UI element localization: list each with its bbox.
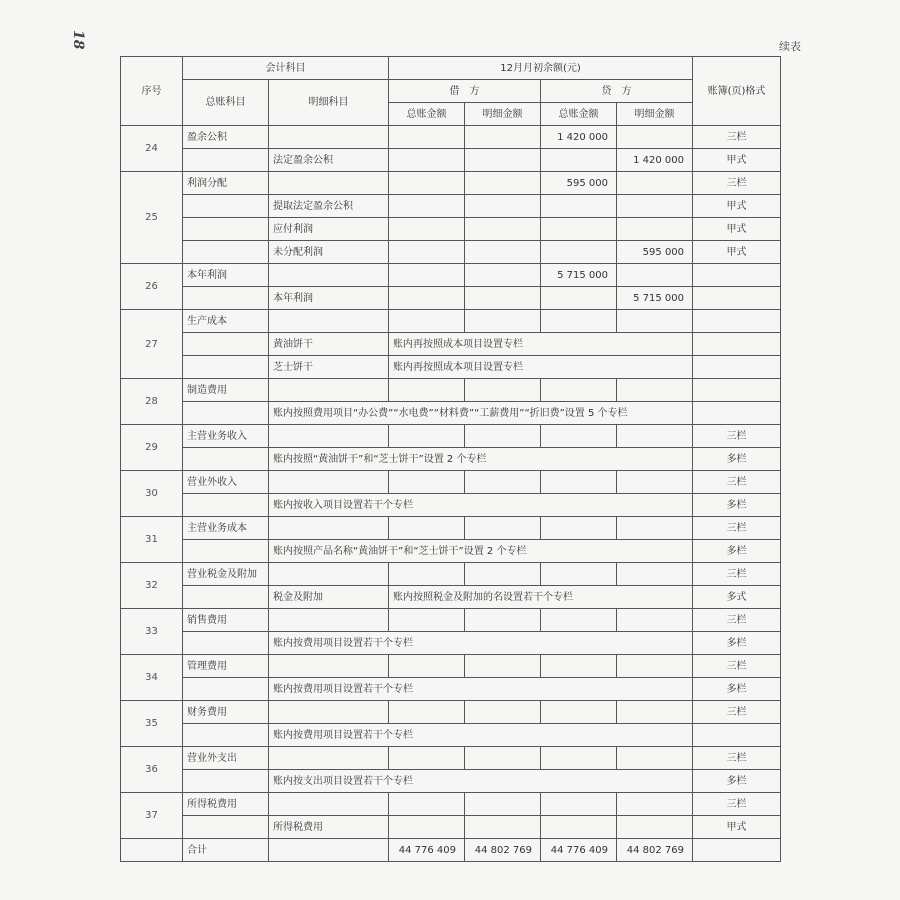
- detail-account-cell: 本年利润: [269, 287, 389, 310]
- general-account-cell: [183, 494, 269, 517]
- debit-general-cell: [389, 126, 465, 149]
- table-row: [121, 586, 781, 609]
- credit-general-cell: 5 715 000: [541, 264, 617, 287]
- detail-account-cell: 提取法定盈余公积: [269, 195, 389, 218]
- debit-detail-cell: [465, 149, 541, 172]
- row-note: 账内再按照成本项目设置专栏: [389, 333, 693, 356]
- credit-detail-cell: [617, 793, 693, 816]
- format-cell: 三栏: [693, 655, 781, 678]
- row-serial: 27: [121, 310, 183, 379]
- debit-detail-cell: [465, 609, 541, 632]
- credit-general-cell: [541, 425, 617, 448]
- credit-general-cell: [541, 218, 617, 241]
- ledger-table: [120, 56, 781, 862]
- general-account-cell: 利润分配: [183, 172, 269, 195]
- table-row: [121, 724, 781, 747]
- debit-general-cell: [389, 517, 465, 540]
- debit-detail-cell: [465, 287, 541, 310]
- header-general-account: 总账科目: [183, 80, 269, 126]
- header-credit: 贷 方: [541, 80, 693, 103]
- debit-detail-cell: [465, 793, 541, 816]
- debit-detail-cell: [465, 747, 541, 770]
- total-credit-detail: 44 802 769: [617, 839, 693, 862]
- general-account-cell: [183, 218, 269, 241]
- detail-account-cell: [269, 126, 389, 149]
- general-account-cell: [183, 540, 269, 563]
- credit-general-cell: [541, 471, 617, 494]
- general-account-cell: [183, 195, 269, 218]
- total-debit-detail: 44 802 769: [465, 839, 541, 862]
- general-account-cell: [183, 448, 269, 471]
- debit-general-cell: [389, 379, 465, 402]
- debit-general-cell: [389, 264, 465, 287]
- table-row: [121, 333, 781, 356]
- format-cell: 三栏: [693, 126, 781, 149]
- row-serial: 35: [121, 701, 183, 747]
- debit-general-cell: [389, 310, 465, 333]
- general-account-cell: 财务费用: [183, 701, 269, 724]
- format-cell: 多栏: [693, 540, 781, 563]
- general-account-cell: 营业税金及附加: [183, 563, 269, 586]
- general-account-cell: [183, 356, 269, 379]
- total-label: 合计: [183, 839, 269, 862]
- general-account-cell: 主营业务收入: [183, 425, 269, 448]
- table-footer: [121, 839, 781, 862]
- header-debit-detail-amount: 明细金额: [465, 103, 541, 126]
- row-serial: 32: [121, 563, 183, 609]
- general-account-cell: [183, 402, 269, 425]
- detail-account-cell: 法定盈余公积: [269, 149, 389, 172]
- row-serial: 24: [121, 126, 183, 172]
- detail-account-cell: [269, 379, 389, 402]
- row-serial: 25: [121, 172, 183, 264]
- format-cell: [693, 310, 781, 333]
- header-detail-account: 明细科目: [269, 80, 389, 126]
- debit-detail-cell: [465, 126, 541, 149]
- credit-general-cell: [541, 310, 617, 333]
- credit-detail-cell: 595 000: [617, 241, 693, 264]
- format-cell: 多栏: [693, 448, 781, 471]
- row-note: 账内按费用项目设置若干个专栏: [269, 632, 693, 655]
- general-account-cell: 本年利润: [183, 264, 269, 287]
- table-row: [121, 241, 781, 264]
- credit-detail-cell: [617, 218, 693, 241]
- general-account-cell: [183, 586, 269, 609]
- general-account-cell: 销售费用: [183, 609, 269, 632]
- debit-detail-cell: [465, 379, 541, 402]
- credit-general-cell: [541, 517, 617, 540]
- credit-general-cell: [541, 655, 617, 678]
- detail-account-cell: [269, 471, 389, 494]
- table-row: [121, 402, 781, 425]
- format-cell: 三栏: [693, 425, 781, 448]
- detail-account-cell: [269, 310, 389, 333]
- table-row: [121, 793, 781, 816]
- debit-detail-cell: [465, 471, 541, 494]
- credit-general-cell: [541, 701, 617, 724]
- credit-detail-cell: [617, 747, 693, 770]
- table-row: [121, 379, 781, 402]
- header-account-subject: 会计科目: [183, 57, 389, 80]
- credit-detail-cell: [617, 195, 693, 218]
- detail-account-cell: 税金及附加: [269, 586, 389, 609]
- debit-detail-cell: [465, 241, 541, 264]
- row-note: 账内按支出项目设置若干个专栏: [269, 770, 693, 793]
- table-row: [121, 356, 781, 379]
- row-note: 账内按费用项目设置若干个专栏: [269, 678, 693, 701]
- debit-general-cell: [389, 149, 465, 172]
- format-cell: [693, 724, 781, 747]
- detail-account-cell: [269, 172, 389, 195]
- row-serial: 31: [121, 517, 183, 563]
- debit-detail-cell: [465, 195, 541, 218]
- detail-account-cell: 芝士饼干: [269, 356, 389, 379]
- detail-account-cell: [269, 563, 389, 586]
- detail-account-cell: [269, 747, 389, 770]
- general-account-cell: [183, 770, 269, 793]
- table-row: [121, 264, 781, 287]
- credit-general-cell: [541, 747, 617, 770]
- total-credit-general: 44 776 409: [541, 839, 617, 862]
- debit-general-cell: [389, 425, 465, 448]
- row-note: 账内再按照成本项目设置专栏: [389, 356, 693, 379]
- general-account-cell: [183, 333, 269, 356]
- table-row: [121, 609, 781, 632]
- debit-general-cell: [389, 471, 465, 494]
- detail-account-cell: [269, 517, 389, 540]
- table-row: [121, 655, 781, 678]
- general-account-cell: 管理费用: [183, 655, 269, 678]
- credit-detail-cell: [617, 563, 693, 586]
- table-row: [121, 172, 781, 195]
- page-number: 18: [70, 30, 86, 50]
- credit-detail-cell: 5 715 000: [617, 287, 693, 310]
- general-account-cell: [183, 632, 269, 655]
- credit-general-cell: 1 420 000: [541, 126, 617, 149]
- format-cell: 三栏: [693, 172, 781, 195]
- total-debit-general: 44 776 409: [389, 839, 465, 862]
- total-row: [121, 839, 781, 862]
- debit-detail-cell: [465, 655, 541, 678]
- table-row: [121, 816, 781, 839]
- total-detail-cell: [269, 839, 389, 862]
- general-account-cell: 营业外支出: [183, 747, 269, 770]
- total-format-cell: [693, 839, 781, 862]
- format-cell: [693, 356, 781, 379]
- header-debit: 借 方: [389, 80, 541, 103]
- format-cell: 三栏: [693, 609, 781, 632]
- debit-general-cell: [389, 563, 465, 586]
- header-serial: 序号: [121, 57, 183, 126]
- format-cell: 三栏: [693, 701, 781, 724]
- credit-detail-cell: [617, 126, 693, 149]
- credit-detail-cell: [617, 379, 693, 402]
- debit-general-cell: [389, 172, 465, 195]
- general-account-cell: [183, 241, 269, 264]
- format-cell: [693, 333, 781, 356]
- row-serial: 30: [121, 471, 183, 517]
- row-serial: 37: [121, 793, 183, 839]
- debit-detail-cell: [465, 172, 541, 195]
- detail-account-cell: 未分配利润: [269, 241, 389, 264]
- format-cell: 三栏: [693, 563, 781, 586]
- table-row: [121, 471, 781, 494]
- credit-general-cell: [541, 793, 617, 816]
- format-cell: 多栏: [693, 632, 781, 655]
- format-cell: 甲式: [693, 218, 781, 241]
- detail-account-cell: [269, 609, 389, 632]
- header-book-format: 账簿(页)格式: [693, 57, 781, 126]
- format-cell: 多栏: [693, 770, 781, 793]
- credit-detail-cell: [617, 816, 693, 839]
- debit-general-cell: [389, 655, 465, 678]
- format-cell: 三栏: [693, 793, 781, 816]
- row-note: 账内按照税金及附加的名设置若干个专栏: [389, 586, 693, 609]
- header-debit-general-amount: 总账金额: [389, 103, 465, 126]
- format-cell: 甲式: [693, 149, 781, 172]
- format-cell: [693, 379, 781, 402]
- row-serial: 34: [121, 655, 183, 701]
- debit-general-cell: [389, 218, 465, 241]
- table-row: [121, 494, 781, 517]
- table-row: [121, 149, 781, 172]
- debit-general-cell: [389, 816, 465, 839]
- table-row: [121, 563, 781, 586]
- table-row: [121, 310, 781, 333]
- credit-detail-cell: [617, 517, 693, 540]
- table-row: [121, 747, 781, 770]
- table-row: [121, 218, 781, 241]
- general-account-cell: [183, 149, 269, 172]
- table-row: [121, 632, 781, 655]
- debit-detail-cell: [465, 701, 541, 724]
- credit-general-cell: [541, 149, 617, 172]
- format-cell: 三栏: [693, 517, 781, 540]
- detail-account-cell: 黄油饼干: [269, 333, 389, 356]
- general-account-cell: 生产成本: [183, 310, 269, 333]
- credit-detail-cell: [617, 172, 693, 195]
- format-cell: 多栏: [693, 494, 781, 517]
- general-account-cell: 主营业务成本: [183, 517, 269, 540]
- debit-detail-cell: [465, 816, 541, 839]
- format-cell: 三栏: [693, 471, 781, 494]
- table-row: [121, 517, 781, 540]
- general-account-cell: 盈余公积: [183, 126, 269, 149]
- header-credit-general-amount: 总账金额: [541, 103, 617, 126]
- table-row: [121, 678, 781, 701]
- continued-label: 续表: [779, 40, 801, 53]
- table-row: [121, 126, 781, 149]
- table-header: [121, 57, 781, 126]
- table-row: [121, 287, 781, 310]
- general-account-cell: 营业外收入: [183, 471, 269, 494]
- debit-detail-cell: [465, 264, 541, 287]
- row-note: 账内按费用项目设置若干个专栏: [269, 724, 693, 747]
- table-row: [121, 540, 781, 563]
- credit-general-cell: [541, 563, 617, 586]
- detail-account-cell: [269, 655, 389, 678]
- format-cell: 多栏: [693, 678, 781, 701]
- credit-detail-cell: [617, 701, 693, 724]
- debit-detail-cell: [465, 563, 541, 586]
- debit-general-cell: [389, 609, 465, 632]
- row-note: 账内按收入项目设置若干个专栏: [269, 494, 693, 517]
- credit-general-cell: [541, 609, 617, 632]
- table-row: [121, 701, 781, 724]
- format-cell: [693, 264, 781, 287]
- debit-detail-cell: [465, 425, 541, 448]
- header-opening-balance: 12月月初余额(元): [389, 57, 693, 80]
- detail-account-cell: 应付利润: [269, 218, 389, 241]
- table-body: [121, 126, 781, 839]
- general-account-cell: [183, 678, 269, 701]
- debit-general-cell: [389, 287, 465, 310]
- table-row: [121, 425, 781, 448]
- total-seq-cell: [121, 839, 183, 862]
- credit-detail-cell: 1 420 000: [617, 149, 693, 172]
- format-cell: [693, 402, 781, 425]
- row-serial: 26: [121, 264, 183, 310]
- credit-detail-cell: [617, 264, 693, 287]
- format-cell: 甲式: [693, 816, 781, 839]
- table-row: [121, 195, 781, 218]
- general-account-cell: [183, 816, 269, 839]
- debit-general-cell: [389, 195, 465, 218]
- credit-detail-cell: [617, 609, 693, 632]
- row-note: 账内按照“黄油饼干”和“芝士饼干”设置 2 个专栏: [269, 448, 693, 471]
- credit-general-cell: [541, 379, 617, 402]
- credit-detail-cell: [617, 655, 693, 678]
- header-credit-detail-amount: 明细金额: [617, 103, 693, 126]
- debit-general-cell: [389, 241, 465, 264]
- general-account-cell: [183, 724, 269, 747]
- credit-general-cell: [541, 287, 617, 310]
- credit-general-cell: 595 000: [541, 172, 617, 195]
- detail-account-cell: [269, 793, 389, 816]
- row-note: 账内按照费用项目“办公费”“水电费”“材料费”“工薪费用”“折旧费”设置 5 个专栏: [269, 402, 693, 425]
- detail-account-cell: [269, 264, 389, 287]
- format-cell: 甲式: [693, 241, 781, 264]
- row-serial: 33: [121, 609, 183, 655]
- format-cell: 甲式: [693, 195, 781, 218]
- general-account-cell: 所得税费用: [183, 793, 269, 816]
- detail-account-cell: 所得税费用: [269, 816, 389, 839]
- credit-detail-cell: [617, 310, 693, 333]
- row-serial: 36: [121, 747, 183, 793]
- row-serial: 28: [121, 379, 183, 425]
- general-account-cell: [183, 287, 269, 310]
- credit-general-cell: [541, 195, 617, 218]
- debit-general-cell: [389, 701, 465, 724]
- credit-general-cell: [541, 816, 617, 839]
- row-serial: 29: [121, 425, 183, 471]
- format-cell: 三栏: [693, 747, 781, 770]
- format-cell: [693, 287, 781, 310]
- detail-account-cell: [269, 425, 389, 448]
- general-account-cell: 制造费用: [183, 379, 269, 402]
- table-row: [121, 448, 781, 471]
- debit-general-cell: [389, 793, 465, 816]
- credit-detail-cell: [617, 425, 693, 448]
- credit-detail-cell: [617, 471, 693, 494]
- format-cell: 多式: [693, 586, 781, 609]
- debit-detail-cell: [465, 218, 541, 241]
- debit-general-cell: [389, 747, 465, 770]
- table-row: [121, 770, 781, 793]
- credit-general-cell: [541, 241, 617, 264]
- debit-detail-cell: [465, 310, 541, 333]
- debit-detail-cell: [465, 517, 541, 540]
- detail-account-cell: [269, 701, 389, 724]
- row-note: 账内按照产品名称“黄油饼干”和“芝士饼干”设置 2 个专栏: [269, 540, 693, 563]
